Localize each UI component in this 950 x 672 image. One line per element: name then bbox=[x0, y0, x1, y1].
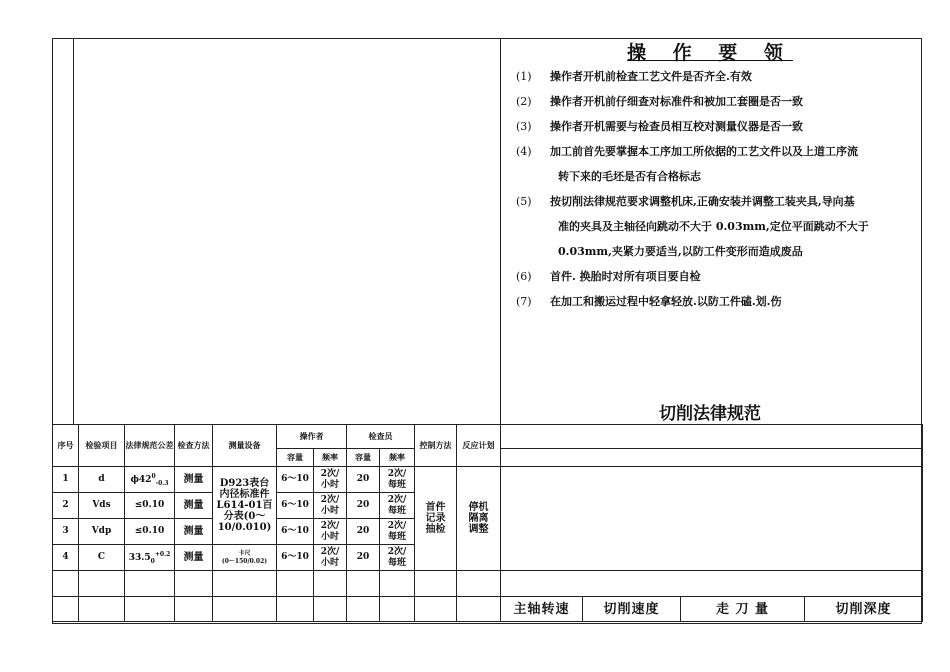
header-item: 检验项目 bbox=[79, 425, 125, 467]
header-equipment: 测量设备 bbox=[213, 425, 277, 467]
blank-cell bbox=[277, 571, 314, 597]
blank-cell bbox=[457, 571, 501, 597]
row-seq: 1 bbox=[53, 467, 79, 493]
item-number: (6) bbox=[516, 270, 532, 283]
header-operator-frequency: 频率 bbox=[314, 449, 347, 467]
row-ins-frequency: 2次/每班 bbox=[380, 467, 415, 493]
row-item: C bbox=[79, 545, 125, 571]
row-ins-capacity: 20 bbox=[347, 493, 380, 519]
blank-cell bbox=[501, 449, 923, 467]
blank-cell bbox=[380, 597, 415, 622]
item-text-continued: 转下来的毛坯是否有合格标志 bbox=[558, 170, 701, 183]
row-op-frequency: 2次/小时 bbox=[314, 467, 347, 493]
item-number: (2) bbox=[516, 95, 532, 108]
blank-cell bbox=[347, 571, 380, 597]
blank-cell bbox=[125, 571, 175, 597]
row-op-capacity: 6～10 bbox=[277, 519, 314, 545]
list-item bbox=[516, 64, 921, 89]
blank-cell bbox=[380, 571, 415, 597]
header-inspector-capacity: 容量 bbox=[347, 449, 380, 467]
operations-title: 操 作 要 领 bbox=[627, 42, 793, 64]
row-op-frequency: 2次/小时 bbox=[314, 545, 347, 571]
item-number: (7) bbox=[516, 295, 532, 308]
row-op-frequency: 2次/小时 bbox=[314, 519, 347, 545]
reaction-plan: 停机隔离调整 bbox=[457, 467, 501, 571]
header-operator: 操作者 bbox=[277, 425, 347, 449]
list-item bbox=[516, 264, 921, 289]
blank-cell bbox=[501, 571, 923, 597]
item-text: 操作者开机需要与检查员相互校对测量仪器是否一致 bbox=[550, 120, 803, 133]
item-text: 按切削法律规范要求调整机床,正确安装并调整工装夹具,导向基 bbox=[550, 195, 855, 208]
blank-cell bbox=[79, 597, 125, 622]
blank-cell bbox=[457, 597, 501, 622]
blank-cell bbox=[501, 467, 923, 571]
blank-cell bbox=[213, 571, 277, 597]
row-equipment: D923表台内径标准件L614-01百分表(0～10/0.010) bbox=[213, 467, 277, 545]
row-item: d bbox=[79, 467, 125, 493]
header-reaction: 反应计划 bbox=[457, 425, 501, 467]
inspection-table bbox=[52, 424, 923, 622]
row-method: 测量 bbox=[175, 467, 213, 493]
row-ins-frequency: 2次/每班 bbox=[380, 519, 415, 545]
row-item: Vds bbox=[79, 493, 125, 519]
row-op-capacity: 6～10 bbox=[277, 493, 314, 519]
header-control: 控制方法 bbox=[415, 425, 457, 467]
row-op-capacity: 6～10 bbox=[277, 467, 314, 493]
row-ins-capacity: 20 bbox=[347, 545, 380, 571]
row-seq: 4 bbox=[53, 545, 79, 571]
table-row bbox=[53, 597, 923, 622]
blank-cell bbox=[501, 425, 923, 449]
row-op-capacity: 6～10 bbox=[277, 545, 314, 571]
blank-cell bbox=[277, 597, 314, 622]
header-seq: 序号 bbox=[53, 425, 79, 467]
row-op-frequency: 2次/小时 bbox=[314, 493, 347, 519]
cutting-spec-title: 切削法律规范 bbox=[659, 404, 761, 424]
row-item: Vdp bbox=[79, 519, 125, 545]
spindle-speed-label: 主轴转速 bbox=[501, 597, 583, 622]
header-inspector: 检查员 bbox=[347, 425, 415, 449]
row-equipment-caliper: 卡尺 (0～150/0.02) bbox=[213, 545, 277, 571]
header-method: 检查方法 bbox=[175, 425, 213, 467]
row-method: 测量 bbox=[175, 493, 213, 519]
row-seq: 2 bbox=[53, 493, 79, 519]
header-inspector-frequency: 频率 bbox=[380, 449, 415, 467]
row-seq: 3 bbox=[53, 519, 79, 545]
cutting-depth-label: 切削深度 bbox=[805, 597, 923, 622]
item-number: (3) bbox=[516, 120, 532, 133]
row-ins-capacity: 20 bbox=[347, 519, 380, 545]
item-number: (5) bbox=[516, 195, 532, 208]
blank-cell bbox=[415, 597, 457, 622]
item-number: (1) bbox=[516, 70, 532, 83]
item-text: 在加工和搬运过程中轻拿轻放.以防工件磕.划.伤 bbox=[550, 295, 782, 308]
row-tolerance: $\phi 42^0_{-0.3}$ bbox=[125, 467, 175, 493]
blank-cell bbox=[125, 597, 175, 622]
list-item bbox=[516, 114, 921, 139]
row-tolerance: ≤0.10 bbox=[125, 493, 175, 519]
blank-cell bbox=[347, 597, 380, 622]
blank-cell bbox=[53, 597, 79, 622]
item-text-continued: 0.03mm,夹紧力要适当,以防工件变形而造成废品 bbox=[558, 245, 803, 258]
blank-cell bbox=[53, 571, 79, 597]
item-text: 首件. 换胎时对所有项目要自检 bbox=[550, 270, 701, 283]
row-tolerance: $33.5_0^{+0.2}$ bbox=[125, 545, 175, 571]
left-margin-line bbox=[73, 38, 74, 424]
control-method: 首件记录抽检 bbox=[415, 467, 457, 571]
blank-cell bbox=[415, 571, 457, 597]
row-method: 测量 bbox=[175, 519, 213, 545]
row-tolerance: ≤0.10 bbox=[125, 519, 175, 545]
item-text: 加工前首先要掌握本工序加工所依据的工艺文件以及上道工序流 bbox=[550, 145, 858, 158]
header-tolerance: 法律规范公差 bbox=[125, 425, 175, 467]
table-row bbox=[53, 467, 923, 493]
header-operator-capacity: 容量 bbox=[277, 449, 314, 467]
blank-cell bbox=[175, 597, 213, 622]
row-method: 测量 bbox=[175, 545, 213, 571]
center-divider-line bbox=[500, 38, 501, 424]
row-ins-frequency: 2次/每班 bbox=[380, 545, 415, 571]
row-ins-frequency: 2次/每班 bbox=[380, 493, 415, 519]
item-text-continued: 准的夹具及主轴径向跳动不大于 0.03mm,定位平面跳动不大于 bbox=[558, 220, 869, 233]
blank-cell bbox=[314, 597, 347, 622]
operations-list bbox=[516, 64, 921, 314]
blank-cell bbox=[79, 571, 125, 597]
cutting-speed-label: 切削速度 bbox=[583, 597, 681, 622]
blank-cell bbox=[175, 571, 213, 597]
item-text: 操作者开机前检查工艺文件是否齐全.有效 bbox=[550, 70, 752, 83]
list-item bbox=[516, 89, 921, 114]
feed-label: 走 刀 量 bbox=[681, 597, 805, 622]
list-item bbox=[516, 139, 921, 189]
blank-cell bbox=[314, 571, 347, 597]
item-text: 操作者开机前仔细查对标准件和被加工套圈是否一致 bbox=[550, 95, 803, 108]
row-ins-capacity: 20 bbox=[347, 467, 380, 493]
table-row bbox=[53, 571, 923, 597]
list-item bbox=[516, 289, 921, 314]
blank-cell bbox=[213, 597, 277, 622]
list-item bbox=[516, 189, 921, 264]
item-number: (4) bbox=[516, 145, 532, 158]
